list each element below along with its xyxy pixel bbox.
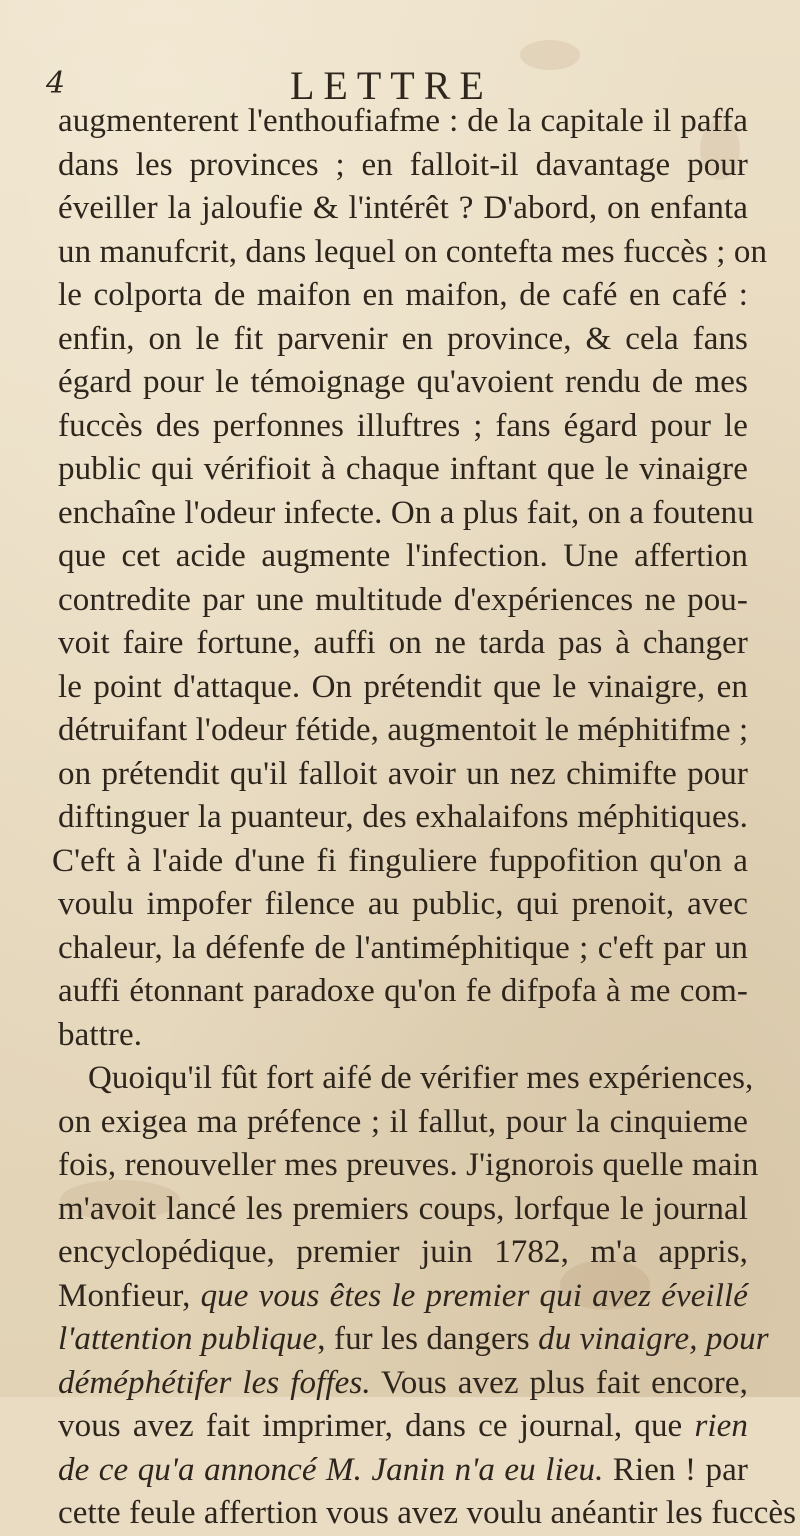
text-line: encyclopédique, premier juin 1782, m'a appris, (58, 1234, 748, 1270)
text-run: Monfieur, (58, 1277, 201, 1314)
text-line (58, 1405, 748, 1449)
text-line (58, 1318, 769, 1362)
text-line: fuccès des perfonnes illuftres ; fans égard pour le (58, 407, 748, 444)
page-header (38, 62, 768, 108)
italic-run: que vous êtes le premier qui avez éveillé (200, 1277, 748, 1314)
text-line: Quoiqu'il fût fort aifé de vérifier mes expériences, (88, 1060, 754, 1096)
text-run: Rien ! par (603, 1451, 748, 1488)
text-line: on prétendit qu'il falloit avoir un nez chimifte pour (58, 755, 748, 792)
italic-run: du vinaigre, pour (538, 1321, 769, 1357)
text-line: battre. (58, 1016, 143, 1053)
text-line: C'eft à l'aide d'une fi finguliere fuppofition qu'on a (52, 842, 748, 879)
text-line: contredite par une multitude d'expériences ne pou- (58, 581, 748, 618)
text-line: voulu impofer filence au public, qui prenoit, avec (58, 886, 748, 922)
text-line: dans les provinces ; en falloit-il davantage pour (58, 146, 748, 183)
text-line (58, 1362, 748, 1406)
text-line: auffi étonnant paradoxe qu'on fe difpofa à me com- (58, 973, 748, 1009)
italic-run: l'attention publique (58, 1321, 318, 1357)
text-run: Vous avez plus fait encore, (370, 1364, 748, 1401)
text-line: augmenterent l'enthoufiafme : de la capitale il paffa (58, 103, 748, 139)
italic-run: déméphétifer les foffes. (58, 1364, 371, 1401)
text-run: vous avez fait imprimer, dans ce journal, que (58, 1408, 695, 1444)
body-text (52, 100, 797, 1536)
text-line: public qui vérifioit à chaque inftant que le vinaigre (58, 451, 748, 487)
running-head: LETTRE (290, 63, 493, 108)
text-line: diftinguer la puanteur, des exhalaifons méphitiques. (58, 799, 748, 835)
italic-run: rien (694, 1408, 748, 1444)
text-line: égard pour le témoignage qu'avoient rendu de mes (58, 364, 748, 400)
text-line: voit faire fortune, auffi on ne tarda pas à changer (58, 625, 748, 661)
text-line: un manufcrit, dans lequel on contefta mes fuccès ; on (58, 233, 768, 270)
text-line: enfin, on le fit parvenir en province, & cela fans (58, 320, 748, 357)
text-line: cette feule affertion vous avez voulu anéantir les fuccès (58, 1495, 797, 1531)
text-line: détruifant l'odeur fétide, augmentoit le méphitifme ; (58, 712, 749, 748)
page-number: 4 (46, 66, 66, 101)
text-line: m'avoit lancé les premiers coups, lorfque le journal (58, 1190, 748, 1227)
text-line: on exigea ma préfence ; il fallut, pour la cinquieme (58, 1103, 748, 1140)
text-run: , fur les dangers (317, 1321, 539, 1357)
text-line (58, 1449, 748, 1493)
text-line: enchaîne l'odeur infecte. On a plus fait, on a foutenu (58, 494, 754, 531)
text-line: le point d'attaque. On prétendit que le vinaigre, en (58, 668, 748, 705)
text-line: chaleur, la défenfe de l'antiméphitique ; c'eft par un (58, 929, 748, 966)
text-line: éveiller la jaloufie & l'intérêt ? D'abord, on enfanta (58, 190, 748, 226)
text-line (58, 1275, 748, 1319)
italic-run: de ce qu'a annoncé M. Janin n'a eu lieu. (58, 1451, 604, 1488)
text-line: que cet acide augmente l'infection. Une affertion (58, 538, 748, 574)
text-line: fois, renouveller mes preuves. J'ignorois quelle main (58, 1147, 759, 1183)
text-line: le colporta de maifon en maifon, de café en café : (58, 277, 748, 313)
